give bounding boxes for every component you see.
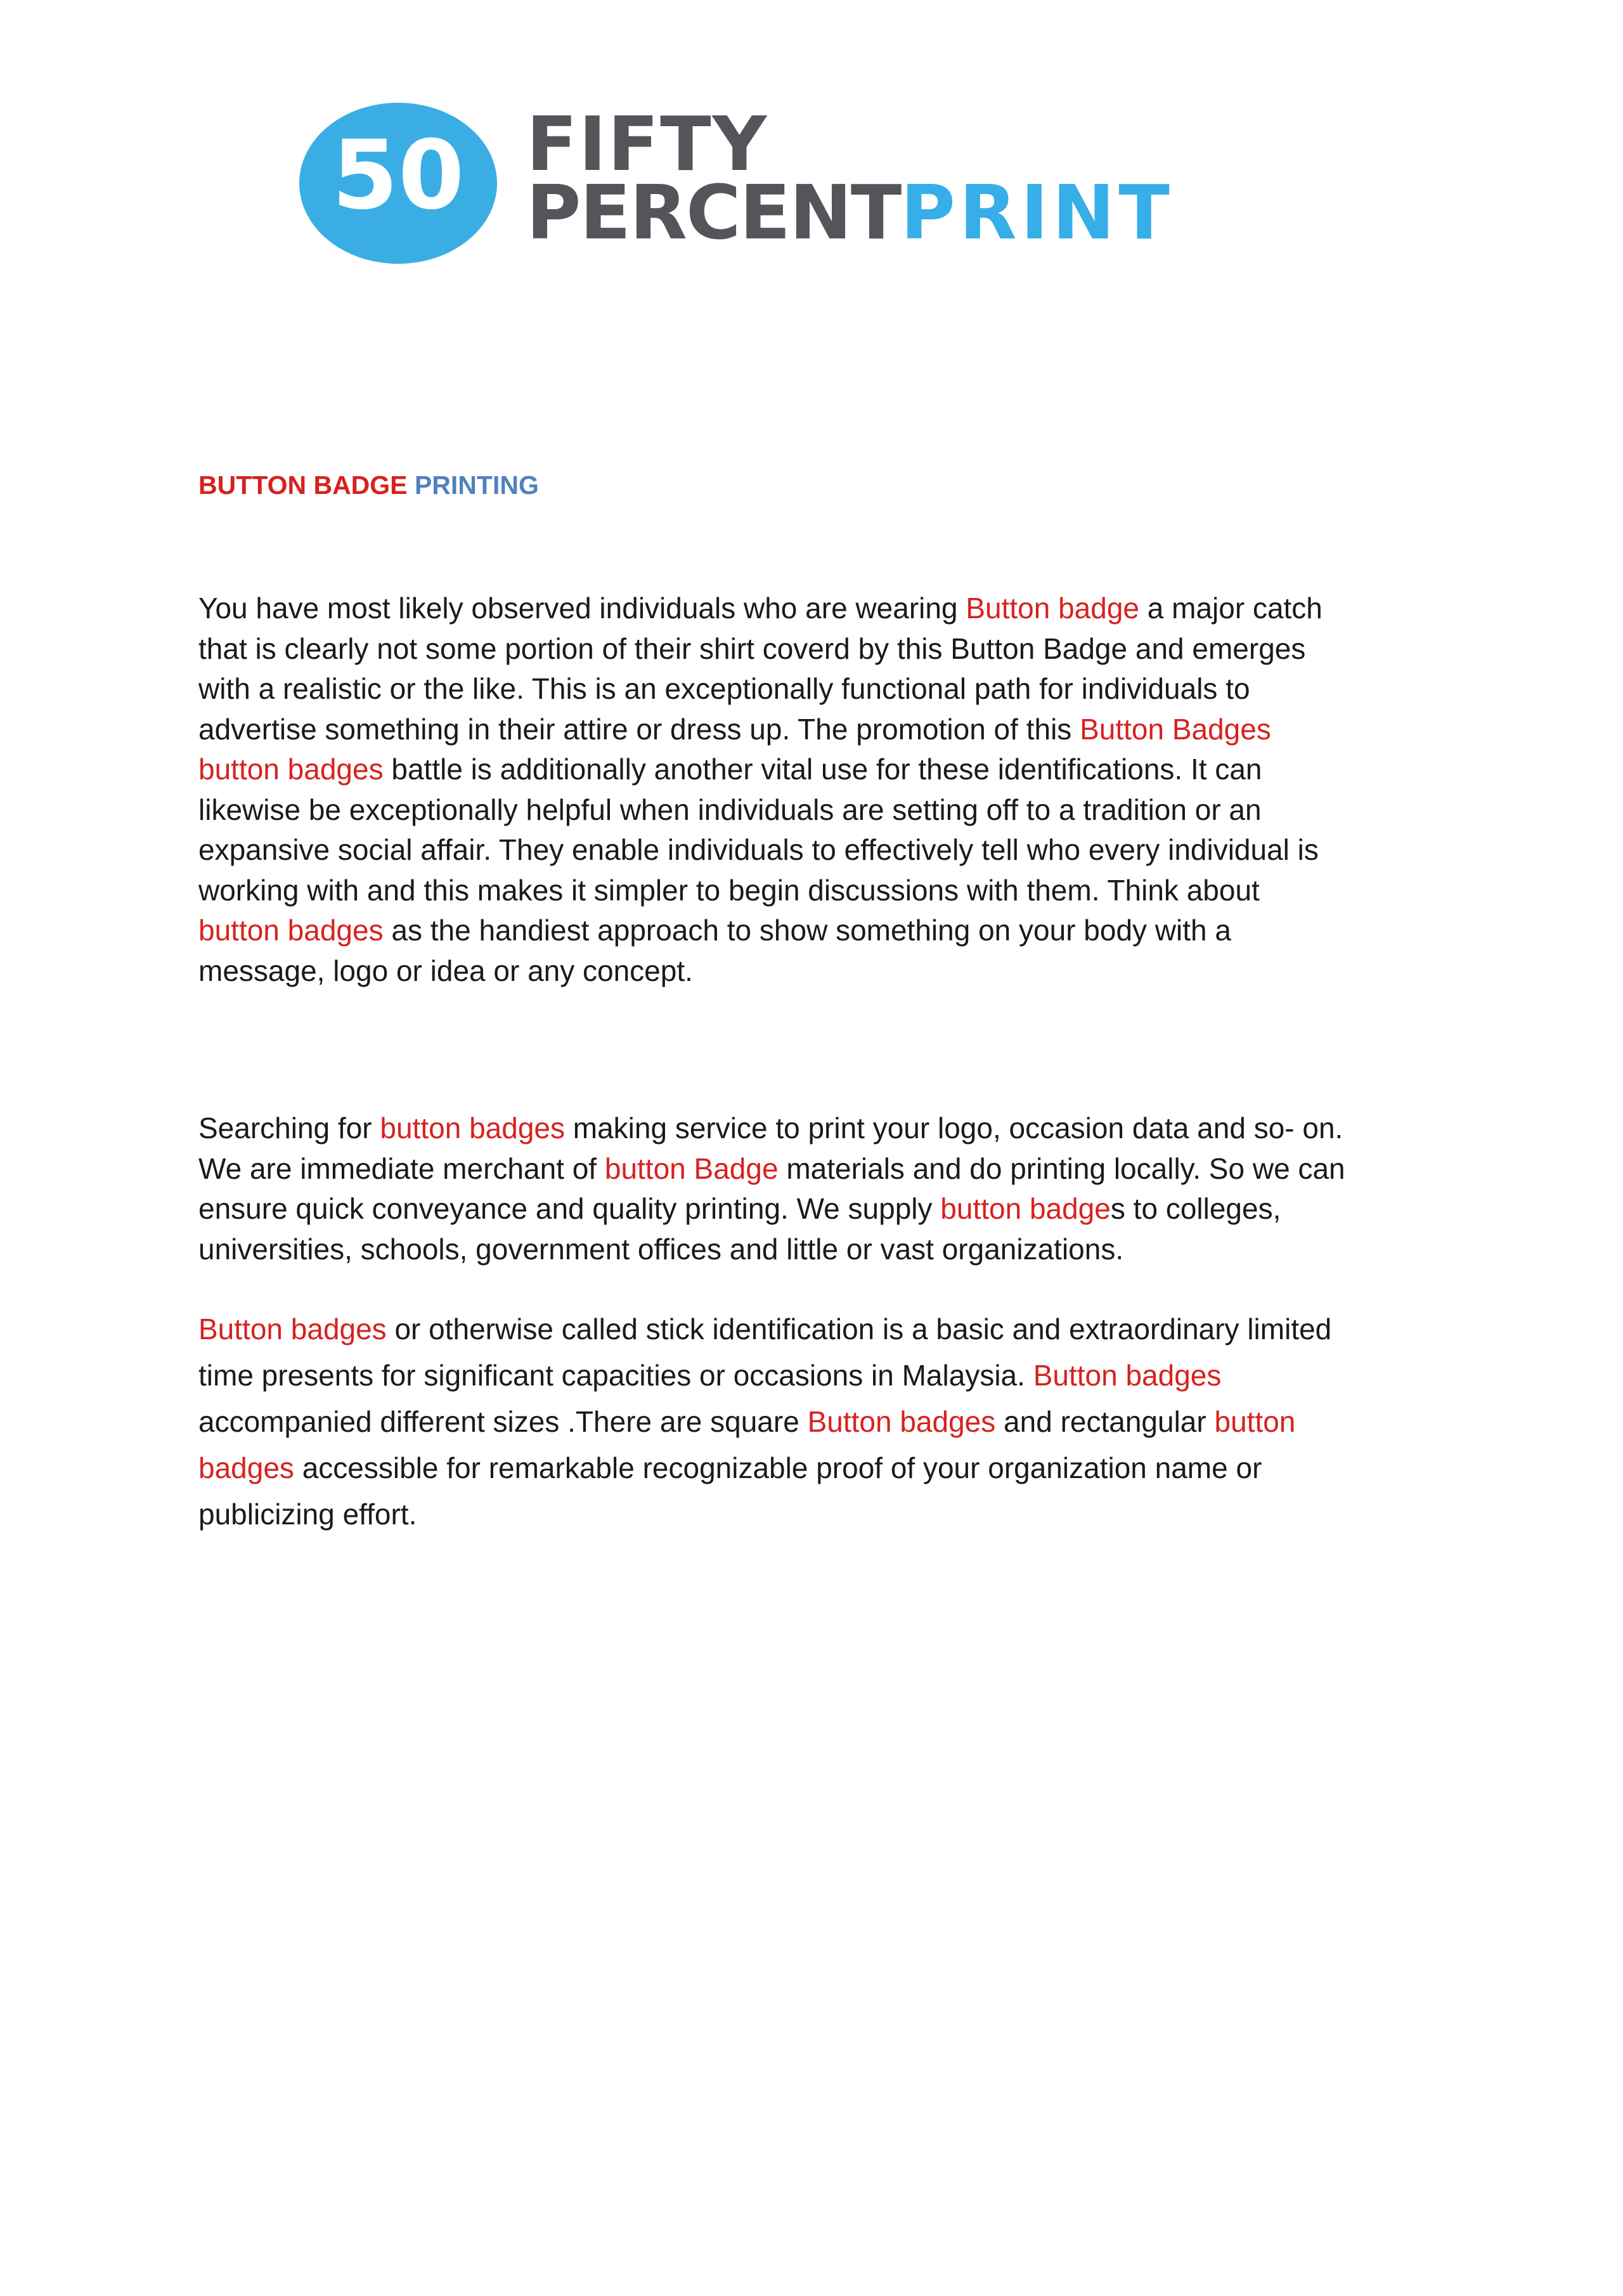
text-run: accessible for remarkable recognizable proof of your organization name or: [294, 1451, 1262, 1484]
text-run: materials and do printing locally. So we can: [778, 1151, 1345, 1185]
text-run: a major catch: [1139, 592, 1322, 625]
highlighted-keyword: button badge: [940, 1192, 1111, 1225]
text-run: working with and this makes it simpler to begin discussions with them. Think about: [198, 873, 1260, 907]
logo-circle-number: 50: [332, 120, 465, 231]
paragraph-intro: [198, 588, 1322, 991]
text-run: message, logo or idea or any concept.: [198, 954, 693, 987]
highlighted-keyword: button badges: [198, 914, 384, 947]
logo-word-percent: PERCENT: [526, 169, 901, 256]
text-run: battle is additionally another vital use for these identifications. It can: [383, 753, 1262, 786]
highlighted-keyword: Button badge: [966, 592, 1139, 625]
text-run: expansive social affair. They enable individuals to effectively tell who every individual is: [198, 833, 1319, 866]
text-run: publicizing effort.: [198, 1498, 417, 1531]
text-line: [198, 629, 1322, 670]
paragraph-malaysia: [198, 1306, 1331, 1538]
text-run: accompanied different sizes .There are square: [198, 1405, 808, 1438]
text-line: [198, 911, 1322, 951]
text-run: We are immediate merchant of: [198, 1151, 605, 1185]
company-logo: [297, 95, 1349, 273]
text-line: [198, 710, 1322, 750]
text-run: ensure quick conveyance and quality printing. We supply: [198, 1192, 941, 1225]
text-line: [198, 1491, 1331, 1538]
highlighted-keyword: badges: [198, 1451, 294, 1484]
highlighted-keyword: button Badge: [604, 1151, 779, 1185]
text-line: [198, 951, 1322, 992]
logo-circle-emblem: [297, 100, 500, 266]
text-run: likewise be exceptionally helpful when individuals are setting off to a tradition or an: [198, 793, 1262, 826]
text-line: [198, 1229, 1345, 1270]
page-title: [198, 469, 539, 501]
highlighted-keyword: Button Badges: [1080, 712, 1271, 746]
highlighted-keyword: button badges: [380, 1112, 565, 1145]
text-line: [198, 1445, 1331, 1491]
logo-wordmark: [526, 100, 1350, 265]
text-run: or otherwise called stick identification is a basic and extraordinary limited: [386, 1313, 1332, 1346]
text-run: as the handiest approach to show something on your body with a: [383, 914, 1231, 947]
text-run: You have most likely observed individuals who are wearing: [198, 592, 966, 625]
text-run: universities, schools, government offices and little or vast organizations.: [198, 1232, 1124, 1266]
text-line: [198, 1306, 1331, 1352]
text-line: [198, 1149, 1345, 1190]
highlighted-keyword: Button badges: [1033, 1359, 1222, 1392]
text-run: with a realistic or the like. This is an exceptionally functional path for individuals to: [198, 672, 1250, 705]
logo-line-percent-print: [526, 169, 1174, 256]
text-line: [198, 790, 1322, 831]
logo-line-fifty: FIFTY: [526, 100, 768, 188]
text-line: [198, 749, 1322, 790]
text-run: time presents for significant capacities or occasions in Malaysia.: [198, 1359, 1033, 1392]
logo-word-print: PRINT: [900, 169, 1174, 256]
text-run: that is clearly not some portion of their shirt coverd by this Button Badge and emerges: [198, 632, 1306, 665]
text-line: [198, 1189, 1345, 1229]
text-run: making service to print your logo, occasion data and so- on.: [564, 1112, 1343, 1145]
highlighted-keyword: Button badges: [807, 1405, 996, 1438]
highlighted-keyword: Button badges: [198, 1313, 387, 1346]
text-run: and rectangular: [995, 1405, 1215, 1438]
text-run: s to colleges,: [1110, 1192, 1281, 1225]
paragraph-service: [198, 1108, 1345, 1269]
text-run: Searching for: [198, 1112, 380, 1145]
text-line: [198, 1399, 1331, 1445]
text-line: [198, 1352, 1331, 1399]
highlighted-keyword: button: [1214, 1405, 1296, 1438]
text-line: [198, 1108, 1345, 1149]
title-part-printing: PRINTING: [414, 470, 539, 500]
text-line: [198, 871, 1322, 911]
title-part-button-badge: BUTTON BADGE: [198, 470, 408, 500]
text-line: [198, 830, 1322, 871]
text-line: [198, 588, 1322, 629]
text-run: advertise something in their attire or dress up. The promotion of this: [198, 712, 1080, 746]
text-line: [198, 669, 1322, 710]
highlighted-keyword: button badges: [198, 753, 384, 786]
